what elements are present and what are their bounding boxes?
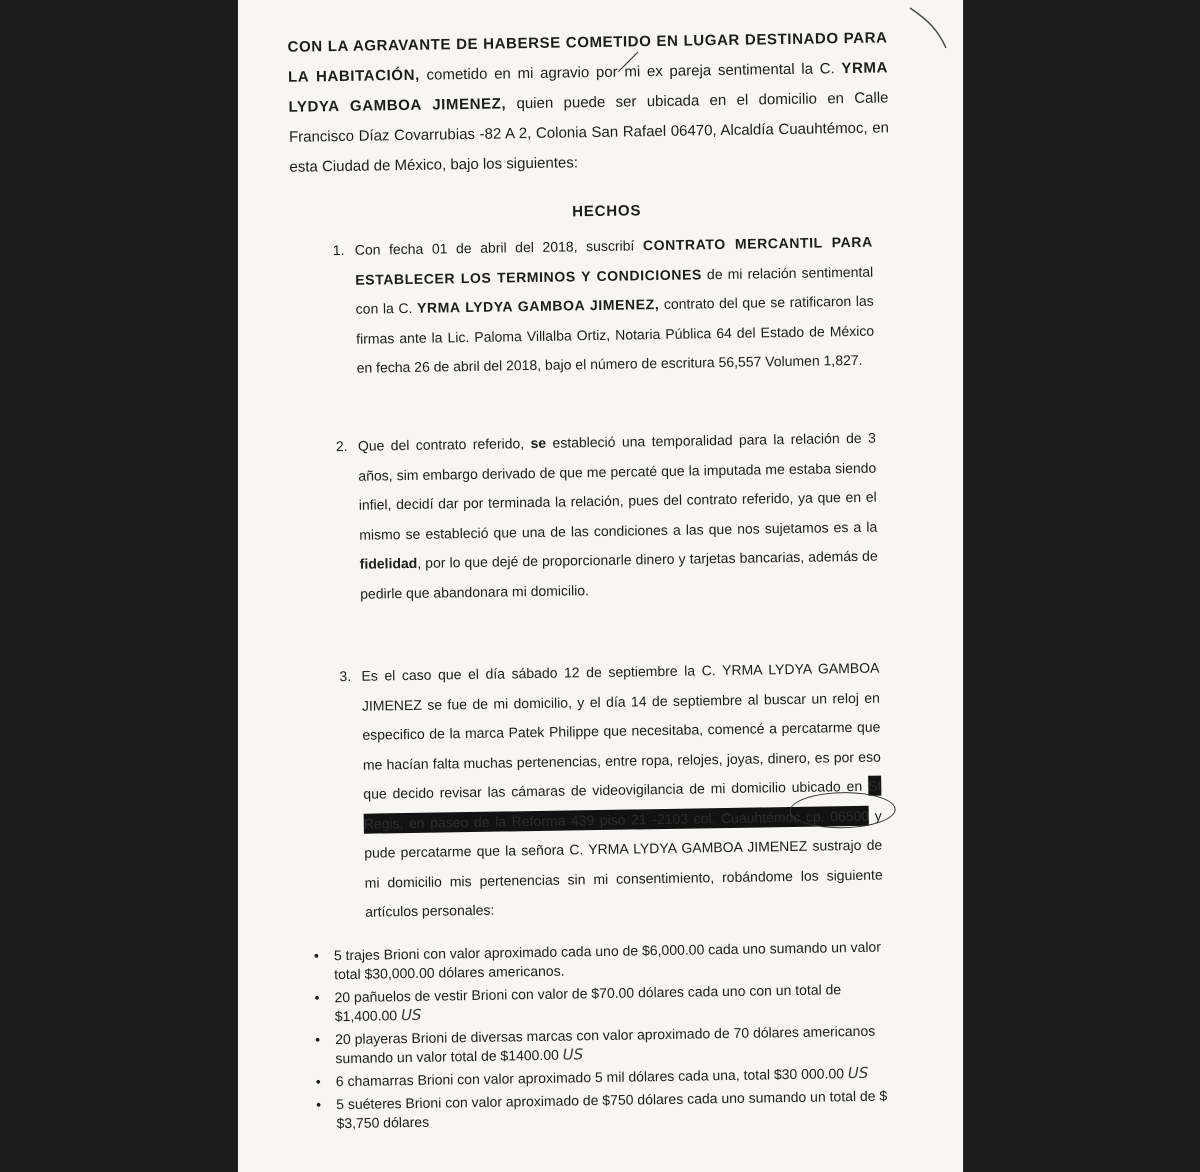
hecho-1 [332, 228, 875, 384]
hecho-text: Que del contrato referido, [357, 435, 531, 454]
hecho-caps: CONTRATO MERCANTIL PARA ESTABLECER LOS TERMINOS Y CONDICIONES [355, 233, 873, 288]
bullet-icon: • [314, 989, 320, 1006]
bullet-icon: • [315, 1073, 321, 1090]
list-item [316, 1086, 902, 1133]
handwritten-note: US [562, 1045, 584, 1064]
item-text: 5 suéteres Brioni con valor aproximado de $750 dólares cada uno sumando un total de $ $3,750 dólares [336, 1087, 888, 1132]
hecho-3 [339, 654, 883, 928]
list-item [314, 979, 900, 1026]
list-item [314, 937, 900, 984]
item-text: 6 chamarras Brioni con valor aproximado 5 mil dólares cada una, total $30 000.00 [335, 1065, 845, 1090]
hecho-number: 2. [335, 437, 348, 455]
intro-text-2: quien puede ser ubicada en el domicilio en Calle Francisco Díaz Covarrubias -82 A 2, Colonia San Rafael 06470, Alcaldía Cuauhtémoc, en esta Ciudad de México, bajo los siguientes: [288, 89, 890, 176]
hecho-name: YRMA LYDYA GAMBOA JIMENEZ, [416, 296, 660, 316]
intro-paragraph [287, 23, 889, 182]
intro-text-1: cometido en mi agravio por mi ex pareja sentimental la C. [419, 60, 842, 84]
handwritten-note: US [847, 1063, 869, 1083]
stolen-items-list [314, 937, 902, 1137]
hecho-text: y pude percatarme que la señora C. YRMA LYDYA GAMBOA JIMENEZ sustrajo de mi domicilio mis pertenencias sin mi consentimiento, robándome los siguiente artículos personales: [364, 807, 883, 920]
hecho-text: de mi relación sentimental con la C. [355, 263, 874, 317]
redacted-address: St Regis, en paseo de la Reforma 439 piso 21 -2103 col. Cuauhtémoc cp. 06500 [363, 777, 882, 832]
section-heading: HECHOS [572, 202, 642, 221]
intro-name: YRMA LYDYA GAMBOA JIMENEZ, [288, 59, 889, 116]
intro-caps-line: CON LA AGRAVANTE DE HABERSE COMETIDO EN LUGAR DESTINADO PARA LA HABITACIÓN, [287, 29, 888, 86]
document-page [238, 0, 963, 1172]
hecho-bold: fidelidad [359, 554, 418, 572]
handwritten-note: US [400, 1005, 422, 1025]
hecho-text: , por lo que dejé de proporcionarle dinero y tarjetas bancarias, además de pedirle que abandonara mi domicilio. [360, 547, 878, 602]
hecho-number: 1. [332, 241, 345, 259]
list-item [315, 1021, 901, 1068]
item-text: 20 playeras Brioni de diversas marcas con valor aproximado de 70 dólares americanos sumando un valor total de $1400.00 [335, 1022, 876, 1067]
bullet-icon: • [316, 1096, 322, 1113]
item-text: 20 pañuelos de vestir Brioni con valor de $70.00 dólares cada uno con un total de $1,400.00 [334, 981, 842, 1025]
bullet-icon: • [313, 947, 319, 964]
hecho-number: 3. [339, 667, 352, 685]
hecho-text: Es el caso que el día sábado 12 de septiembre la C. YRMA LYDYA GAMBOA JIMENEZ se fue de mi domicilio, y el día 14 de septiembre al buscar un reloj en especifico de la marca Patek Philippe que necesitaba, comencé a percatarme que me hacían falta muchas pertenencias, entre ropa, relojes, joyas, dinero, es por eso que decido revisar las cámaras de videovigilancia de mi domicilio ubicado en [361, 659, 881, 802]
document-content [238, 0, 963, 1172]
hecho-text: estableció una temporalidad para la relación de 3 años, sim embargo derivado de que me percaté que la imputada me estaba siendo infiel, decidí dar por terminada la relación, pues del contrato referido, ya que en el mismo se estableció que una de las condiciones a las que nos sujetamos es a la [358, 429, 878, 543]
bullet-icon: • [315, 1031, 321, 1048]
hecho-bold: se [530, 434, 547, 452]
hecho-text: Con fecha 01 de abril del 2018, suscribí [354, 237, 644, 258]
hecho-text: contrato del que se ratificaron las firmas ante la Lic. Paloma Villalba Ortiz, Notaria Pública 64 del Estado de México en fecha 26 de abril del 2018, bajo el número de escritura 56,557 Volumen 1,827. [356, 292, 875, 376]
hecho-2 [335, 424, 879, 609]
item-text: 5 trajes Brioni con valor aproximado cada uno de $6,000.00 cada uno sumando un valor total $30,000.00 dólares americanos. [333, 938, 882, 983]
